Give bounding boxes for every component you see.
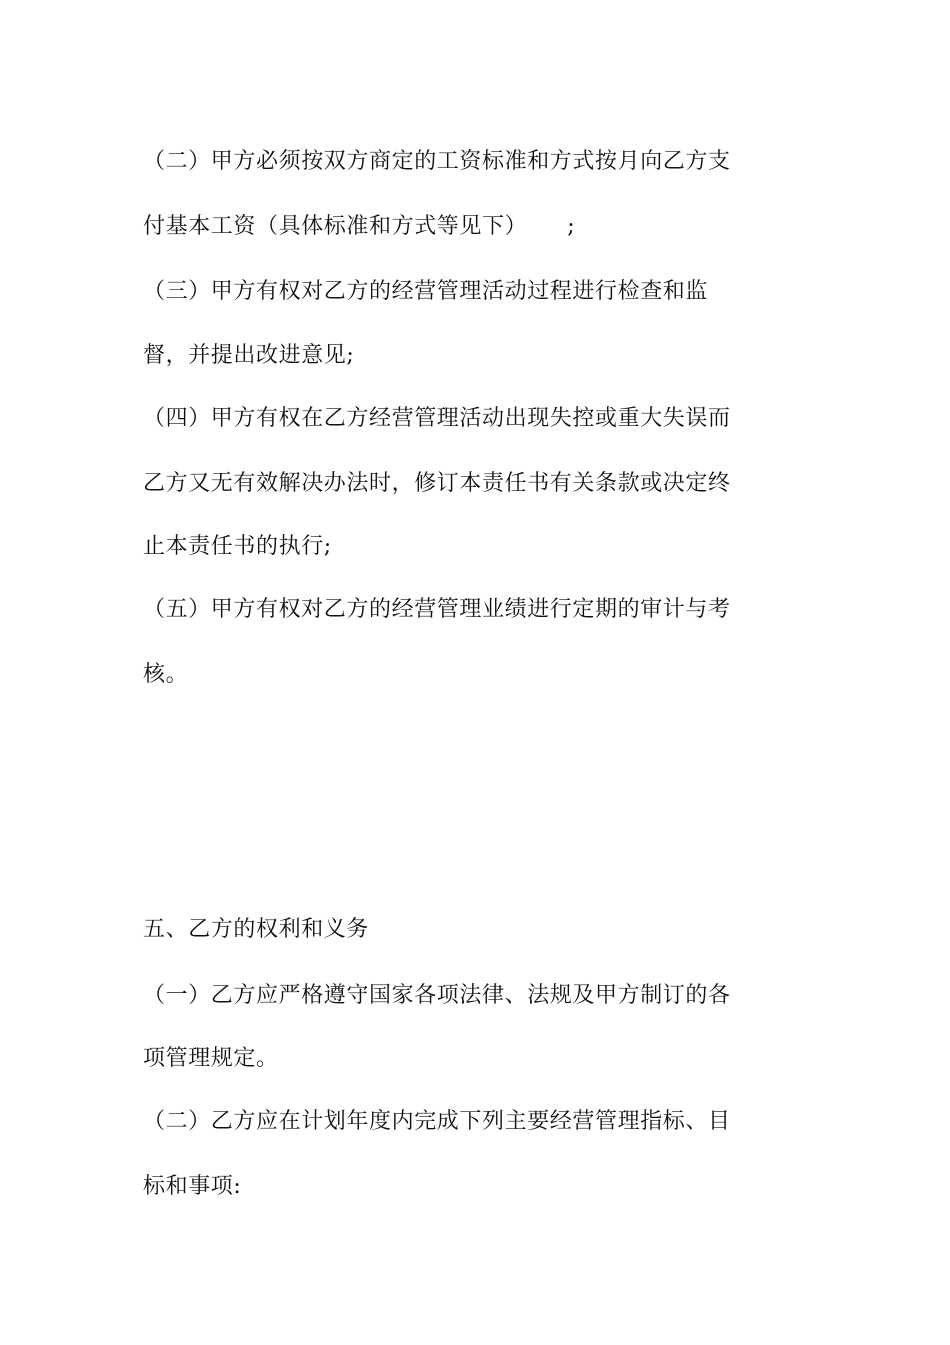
paragraph-line-2-end: ;	[567, 214, 576, 239]
paragraph-line-5: （四）甲方有权在乙方经营管理活动出现失控或重大失误而	[143, 406, 731, 431]
paragraph-line-8: （五）甲方有权对乙方的经营管理业绩进行定期的审计与考	[143, 597, 731, 622]
paragraph-line-4: 督，并提出改进意见;	[143, 343, 355, 368]
paragraph-line-9: 核。	[143, 662, 189, 687]
paragraph-line-6: 乙方又无有效解决办法时，修订本责任书有关条款或决定终	[143, 471, 731, 496]
paragraph-line-13: 标和事项:	[143, 1174, 242, 1199]
paragraph-line-3: （三）甲方有权对乙方的经营管理活动过程进行检查和监	[143, 279, 709, 304]
paragraph-line-12: （二）乙方应在计划年度内完成下列主要经营管理指标、目	[143, 1109, 731, 1134]
paragraph-line-11: 项管理规定。	[143, 1046, 279, 1071]
paragraph-line-1: （二）甲方必须按双方商定的工资标准和方式按月向乙方支	[143, 149, 731, 174]
paragraph-line-10: （一）乙方应严格遵守国家各项法律、法规及甲方制订的各	[143, 983, 731, 1008]
paragraph-line-2	[143, 211, 763, 243]
section-heading: 五、乙方的权利和义务	[143, 917, 370, 942]
paragraph-line-2-text: 付基本工资（具体标准和方式等见下）	[143, 214, 528, 239]
paragraph-line-7: 止本责任书的执行;	[143, 534, 332, 559]
